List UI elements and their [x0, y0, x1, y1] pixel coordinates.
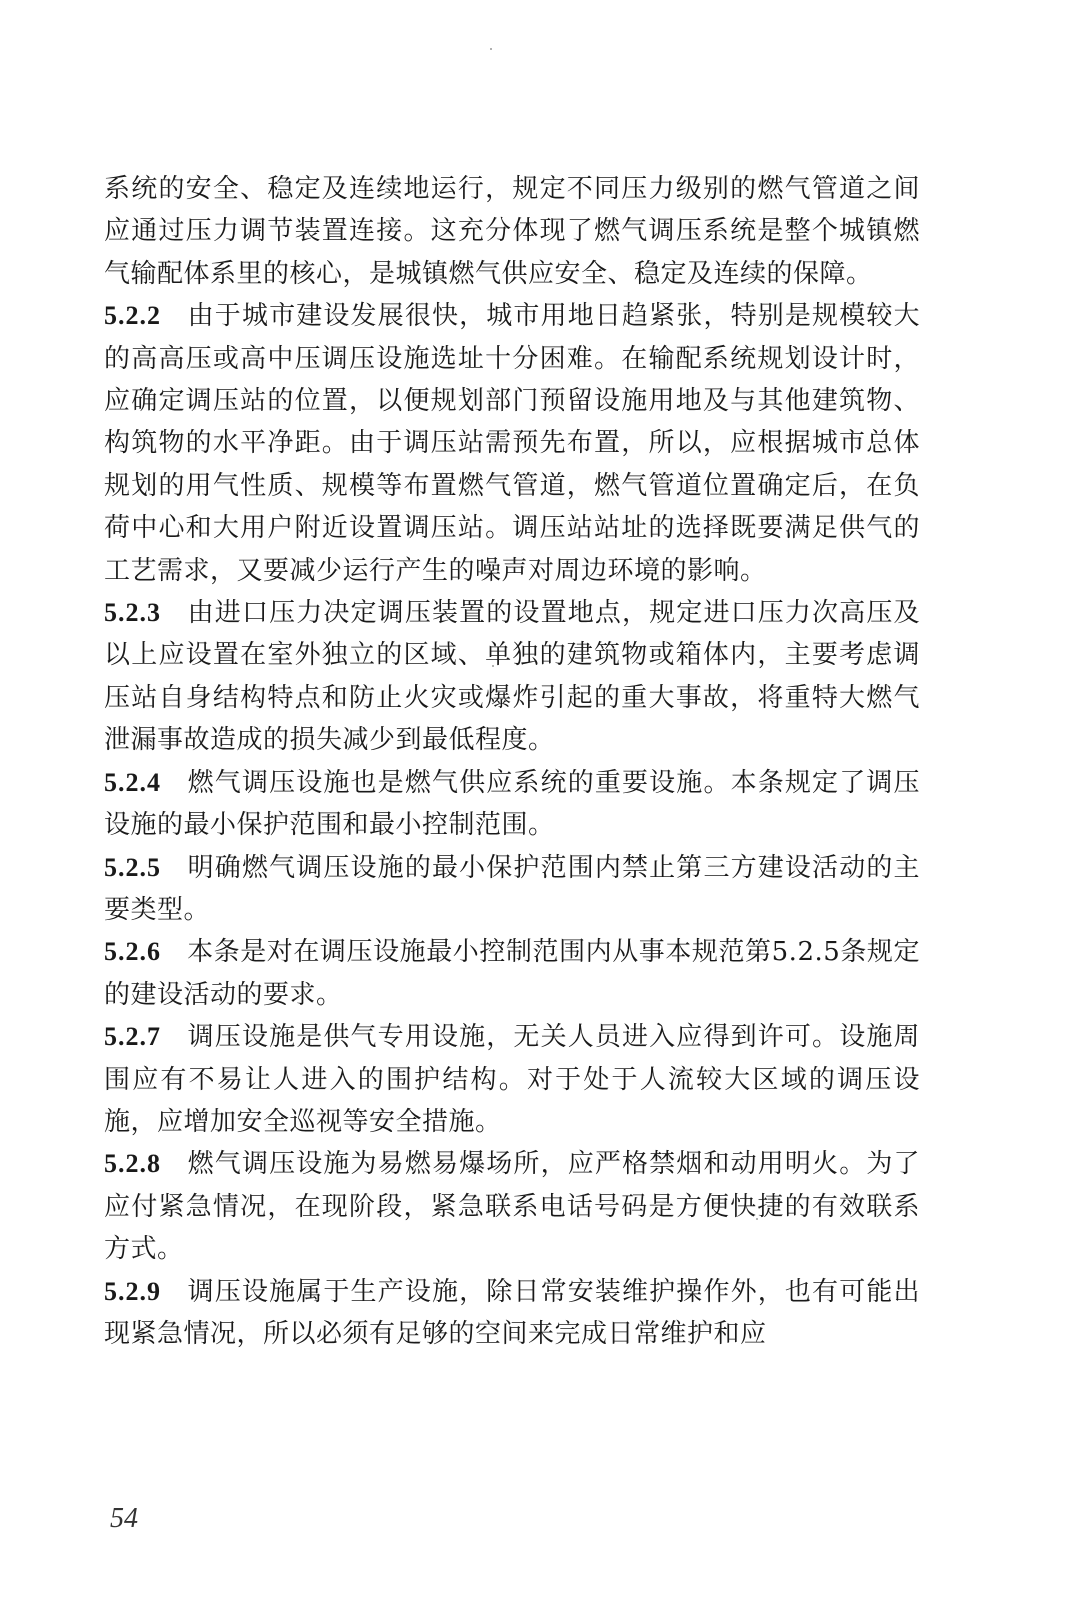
paragraph-text: 系统的安全、稳定及连续地运行，规定不同压力级别的燃气管道之间应通过压力调节装置连接。这充分体现了燃气调压系统是整个城镇燃气输配体系里的核心，是城镇燃气供应安全、稳定及连续的保障。: [104, 174, 920, 289]
paragraph-text: 燃气调压设施为易燃易爆场所，应严格禁烟和动用明火。为了应付紧急情况，在现阶段，紧急联系电话号码是方便快捷的有效联系方式。: [104, 1149, 920, 1265]
scan-speck: [490, 48, 492, 50]
clause-number: 5.2.4: [104, 767, 161, 797]
clause-number: 5.2.8: [104, 1149, 161, 1179]
clause-5-2-6: [104, 931, 920, 1016]
paragraph-text: 调压设施属于生产设施，除日常安装维护操作外，也有可能出现紧急情况，所以必须有足够的空间来完成日常维护和应: [104, 1276, 920, 1349]
clause-5-2-4: [104, 762, 920, 847]
paragraph-text: 由于城市建设发展很快，城市用地日趋紧张，特别是规模较大的高高压或高中压调压设施选址十分困难。在输配系统规划设计时，应确定调压站的位置，以便规划部门预留设施用地及与其他建筑物、构筑物的水平净距。由于调压站需预先布置，所以，应根据城市总体规划的用气性质、规模等布置燃气管道，燃气管道位置确定后，在负荷中心和大用户附近设置调压站。调压站站址的选择既要满足供气的工艺需求，又要减少运行产生的噪声对周边环境的影响。: [104, 301, 920, 586]
clause-number: 5.2.9: [104, 1276, 161, 1306]
clause-5-2-9: [104, 1271, 920, 1356]
clause-number: 5.2.6: [104, 937, 161, 967]
clause-number: 5.2.3: [104, 598, 161, 628]
clause-number: 5.2.2: [104, 301, 161, 331]
page-number: 54: [110, 1503, 138, 1534]
paragraph-text: 明确燃气调压设施的最小保护范围内禁止第三方建设活动的主要类型。: [104, 852, 920, 925]
paragraph-continued: [104, 168, 920, 295]
clause-5-2-2: [104, 295, 920, 592]
paragraph-text: 调压设施是供气专用设施，无关人员进入应得到许可。设施周围应有不易让人进入的围护结构。对于处于人流较大区域的调压设施，应增加安全巡视等安全措施。: [104, 1022, 920, 1137]
clause-number: 5.2.7: [104, 1022, 161, 1052]
clause-number: 5.2.5: [104, 852, 161, 882]
clause-5-2-7: [104, 1016, 920, 1143]
body-text: [104, 168, 920, 1355]
clause-5-2-8: [104, 1143, 920, 1270]
clause-5-2-3: [104, 592, 920, 762]
paragraph-text: 燃气调压设施也是燃气供应系统的重要设施。本条规定了调压设施的最小保护范围和最小控制范围。: [104, 767, 920, 841]
paragraph-text: 本条是对在调压设施最小控制范围内从事本规范第5.2.5条规定的建设活动的要求。: [104, 937, 920, 1010]
clause-5-2-5: [104, 847, 920, 932]
paragraph-text: 由进口压力决定调压装置的设置地点，规定进口压力次高压及以上应设置在室外独立的区域、单独的建筑物或箱体内，主要考虑调压站自身结构特点和防止火灾或爆炸引起的重大事故，将重特大燃气泄漏事故造成的损失减少到最低程度。: [104, 598, 920, 756]
